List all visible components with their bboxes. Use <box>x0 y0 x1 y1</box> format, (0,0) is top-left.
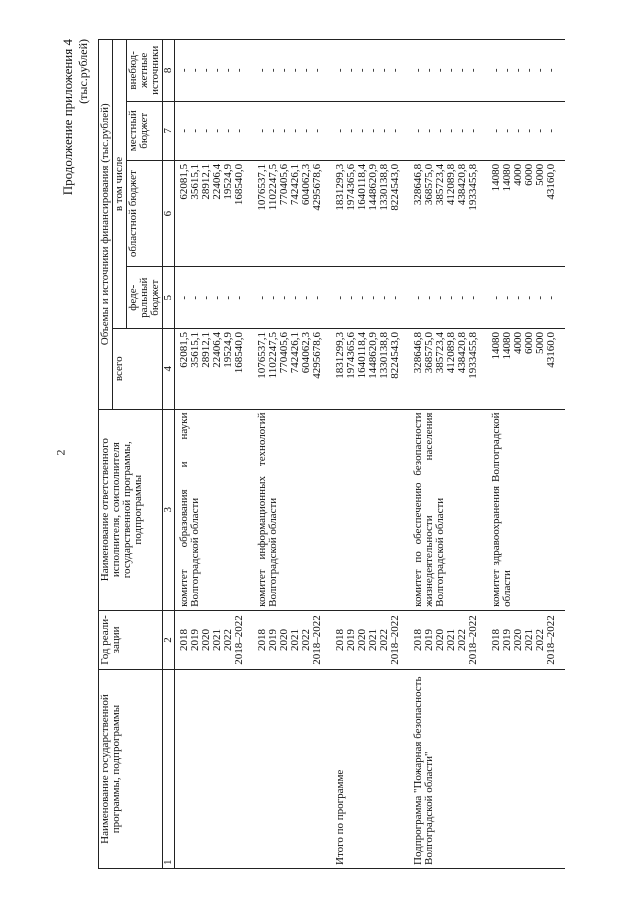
total-value: 4295678,6 <box>311 332 323 379</box>
local-value-group <box>175 101 254 160</box>
year-cell-group <box>175 610 254 669</box>
extrabudget-value: - <box>456 68 468 73</box>
federal-value: - <box>334 295 346 300</box>
extrabudget-value: - <box>534 68 546 73</box>
regional-value: 385723,4 <box>434 163 446 206</box>
year-cell: 2021 <box>289 628 301 651</box>
federal-value: - <box>434 295 446 300</box>
federal-value: - <box>456 295 468 300</box>
year-cell: 2019 <box>423 628 435 651</box>
federal-value: - <box>211 295 223 300</box>
local-value: - <box>200 128 212 133</box>
regional-value: 368575,0 <box>423 163 435 206</box>
federal-value: - <box>545 295 557 300</box>
extrabudget-value-group <box>175 40 254 102</box>
regional-value: 22406,4 <box>211 163 223 200</box>
regional-value: 8224543,0 <box>389 163 401 211</box>
year-cell-group <box>331 610 409 669</box>
program-name-cell <box>487 670 565 869</box>
year-cell: 2020 <box>278 628 290 651</box>
extrabudget-value: - <box>378 68 390 73</box>
local-value-group <box>487 101 565 160</box>
year-cell: 2022 <box>378 628 390 651</box>
total-value: 28912,1 <box>200 332 212 368</box>
year-cell: 2018–2022 <box>311 615 323 665</box>
executor-cell: комитет по обеспечению безопасности жизнедеятельности населения Волгоградской области <box>409 409 487 610</box>
federal-value-group <box>409 267 487 329</box>
col-num-7: 7 <box>163 101 175 160</box>
total-value-group <box>331 329 409 410</box>
federal-value: - <box>356 295 368 300</box>
total-value: 1102247,5 <box>267 332 279 379</box>
federal-value-group <box>331 267 409 329</box>
year-cell: 2018–2022 <box>233 615 245 665</box>
year-cell: 2019 <box>189 628 201 651</box>
local-value: - <box>222 128 234 133</box>
regional-value: 62081,5 <box>178 163 190 200</box>
total-value: 1831299,3 <box>334 332 346 379</box>
local-value: - <box>233 128 245 133</box>
total-value: 1974365,6 <box>345 332 357 379</box>
financing-table <box>98 39 565 869</box>
table-row <box>175 40 254 869</box>
extrabudget-value: - <box>267 68 279 73</box>
year-cell: 2019 <box>267 628 279 651</box>
year-cell: 2018 <box>256 628 268 651</box>
extrabudget-value: - <box>523 68 535 73</box>
total-value: 35615,1 <box>189 332 201 368</box>
col-num-3: 3 <box>163 409 175 610</box>
federal-value: - <box>256 295 268 300</box>
local-value: - <box>289 128 301 133</box>
local-value: - <box>534 128 546 133</box>
rotated-page-content <box>60 39 590 869</box>
federal-value: - <box>233 295 245 300</box>
page-number: 2 <box>53 449 68 456</box>
program-name-cell: Подпрограмма "Пожарная безопасность Волгоградской области" <box>409 670 487 869</box>
regional-value: 14080 <box>501 163 513 192</box>
col-num-5: 5 <box>163 267 175 329</box>
federal-value: - <box>534 295 546 300</box>
federal-value: - <box>412 295 424 300</box>
year-cell: 2022 <box>222 628 234 651</box>
regional-value: 4000 <box>512 163 524 186</box>
year-cell: 2019 <box>501 628 513 651</box>
total-value: 604062,3 <box>300 332 312 374</box>
year-cell: 2021 <box>523 628 535 651</box>
total-value: 62081,5 <box>178 332 190 368</box>
total-value: 19524,9 <box>222 332 234 368</box>
federal-value: - <box>178 295 190 300</box>
regional-value: 328646,8 <box>412 163 424 206</box>
table-row <box>487 40 565 869</box>
federal-value: - <box>423 295 435 300</box>
year-cell: 2018 <box>178 628 190 651</box>
total-value: 1933455,8 <box>467 332 479 379</box>
year-cell: 2018–2022 <box>545 615 557 665</box>
table-body <box>175 40 566 869</box>
regional-value: 28912,1 <box>200 163 212 200</box>
regional-value: 168540,0 <box>233 163 245 206</box>
local-value: - <box>311 128 323 133</box>
total-value: 368575,0 <box>423 332 435 374</box>
extrabudget-value: - <box>545 68 557 73</box>
local-value: - <box>345 128 357 133</box>
extrabudget-value-group <box>487 40 565 102</box>
local-value-group <box>409 101 487 160</box>
executor-cell <box>331 409 409 610</box>
regional-value: 35615,1 <box>189 163 201 200</box>
extrabudget-value: - <box>356 68 368 73</box>
table-row <box>409 40 487 869</box>
local-value: - <box>434 128 446 133</box>
total-value: 22406,4 <box>211 332 223 368</box>
local-value: - <box>267 128 279 133</box>
federal-value-group <box>487 267 565 329</box>
total-value: 4000 <box>512 332 524 355</box>
regional-value: 1933455,8 <box>467 163 479 211</box>
extrabudget-value: - <box>445 68 457 73</box>
federal-value: - <box>389 295 401 300</box>
total-value: 412089,8 <box>445 332 457 374</box>
local-value: - <box>300 128 312 133</box>
year-cell: 2018–2022 <box>389 615 401 665</box>
year-cell: 2020 <box>512 628 524 651</box>
extrabudget-value: - <box>233 68 245 73</box>
local-value: - <box>211 128 223 133</box>
col-num-2: 2 <box>163 610 175 669</box>
year-cell: 2020 <box>200 628 212 651</box>
year-cell: 2018 <box>412 628 424 651</box>
extrabudget-value-group <box>409 40 487 102</box>
extrabudget-value: - <box>423 68 435 73</box>
regional-value-group <box>175 160 254 267</box>
regional-value: 1076537,1 <box>256 163 268 211</box>
header-funding: Объемы и источники финансирования (тыс.рублей) <box>99 40 113 410</box>
year-cell: 2019 <box>345 628 357 651</box>
regional-value: 43160,0 <box>545 163 557 200</box>
extrabudget-value: - <box>222 68 234 73</box>
year-cell-group <box>409 610 487 669</box>
header-local: местный бюджет <box>127 101 163 160</box>
units-label: (тыс.рублей) <box>76 39 90 104</box>
federal-value: - <box>523 295 535 300</box>
regional-value-group <box>331 160 409 267</box>
federal-value: - <box>467 295 479 300</box>
header-federal: феде-ральный бюджет <box>127 267 163 329</box>
federal-value: - <box>300 295 312 300</box>
regional-value-group <box>253 160 331 267</box>
extrabudget-value: - <box>512 68 524 73</box>
extrabudget-value: - <box>289 68 301 73</box>
header-program-name: Наименование государственной программы, подпрограммы <box>99 670 163 869</box>
extrabudget-value: - <box>334 68 346 73</box>
year-cell: 2018 <box>334 628 346 651</box>
total-value: 385723,4 <box>434 332 446 374</box>
regional-value: 770405,6 <box>278 163 290 206</box>
extrabudget-value: - <box>211 68 223 73</box>
local-value: - <box>545 128 557 133</box>
total-value: 5000 <box>534 332 546 355</box>
extrabudget-value: - <box>501 68 513 73</box>
regional-value: 1640118,4 <box>356 163 368 211</box>
federal-value: - <box>445 295 457 300</box>
program-name-cell <box>175 670 254 869</box>
year-cell: 2022 <box>534 628 546 651</box>
local-value: - <box>278 128 290 133</box>
regional-value: 438420,8 <box>456 163 468 206</box>
extrabudget-value: - <box>200 68 212 73</box>
header-extrabudget: внебюд-жетные источники <box>127 40 163 102</box>
extrabudget-value: - <box>412 68 424 73</box>
year-cell: 2022 <box>300 628 312 651</box>
extrabudget-value: - <box>490 68 502 73</box>
total-value: 43160,0 <box>545 332 557 368</box>
local-value-group <box>253 101 331 160</box>
col-num-4: 4 <box>163 329 175 410</box>
year-cell: 2021 <box>211 628 223 651</box>
local-value: - <box>512 128 524 133</box>
total-value: 1330138,8 <box>378 332 390 379</box>
total-value: 742426,1 <box>289 332 301 374</box>
total-value: 14080 <box>501 332 513 360</box>
extrabudget-value: - <box>367 68 379 73</box>
federal-value: - <box>512 295 524 300</box>
executor-cell: комитет здравоохранения Волгоградской области <box>487 409 565 610</box>
total-value: 6000 <box>523 332 535 355</box>
federal-value: - <box>378 295 390 300</box>
year-cell: 2018 <box>490 628 502 651</box>
year-cell-group <box>487 610 565 669</box>
federal-value: - <box>289 295 301 300</box>
total-value-group <box>409 329 487 410</box>
total-value: 328646,8 <box>412 332 424 374</box>
local-value: - <box>490 128 502 133</box>
header-year: Год реали-зации <box>99 610 163 669</box>
header-executor: Наименование ответственного исполнителя, соисполнителя государственной программы, подпрограммы <box>99 409 163 610</box>
year-cell: 2018–2022 <box>467 615 479 665</box>
header-including: в том числе <box>113 40 127 329</box>
total-value-group <box>253 329 331 410</box>
header-regional: областной бюджет <box>127 160 163 267</box>
year-cell: 2020 <box>434 628 446 651</box>
local-value: - <box>378 128 390 133</box>
extrabudget-value-group <box>331 40 409 102</box>
regional-value: 1974365,6 <box>345 163 357 211</box>
federal-value: - <box>278 295 290 300</box>
extrabudget-value: - <box>178 68 190 73</box>
federal-value: - <box>490 295 502 300</box>
federal-value: - <box>267 295 279 300</box>
federal-value: - <box>222 295 234 300</box>
total-value: 1448620,9 <box>367 332 379 379</box>
extrabudget-value: - <box>467 68 479 73</box>
regional-value: 604062,3 <box>300 163 312 206</box>
total-value: 8224543,0 <box>389 332 401 379</box>
col-num-8: 8 <box>163 40 175 102</box>
regional-value: 6000 <box>523 163 535 186</box>
federal-value: - <box>345 295 357 300</box>
program-name-cell: Итого по программе <box>331 670 409 869</box>
executor-cell: комитет информационных технологий Волгоградской области <box>253 409 331 610</box>
total-value: 438420,8 <box>456 332 468 374</box>
regional-value: 4295678,6 <box>311 163 323 211</box>
regional-value: 1831299,3 <box>334 163 346 211</box>
local-value: - <box>445 128 457 133</box>
local-value: - <box>256 128 268 133</box>
regional-value: 742426,1 <box>289 163 301 206</box>
local-value-group <box>331 101 409 160</box>
col-num-1: 1 <box>163 670 175 869</box>
local-value: - <box>334 128 346 133</box>
year-cell: 2022 <box>456 628 468 651</box>
local-value: - <box>367 128 379 133</box>
federal-value-group <box>175 267 254 329</box>
header-total: всего <box>113 329 163 410</box>
federal-value: - <box>189 295 201 300</box>
regional-value-group <box>487 160 565 267</box>
total-value-group <box>175 329 254 410</box>
regional-value: 14080 <box>490 163 502 192</box>
extrabudget-value: - <box>278 68 290 73</box>
total-value: 168540,0 <box>233 332 245 374</box>
year-cell: 2021 <box>445 628 457 651</box>
extrabudget-value: - <box>189 68 201 73</box>
extrabudget-value: - <box>300 68 312 73</box>
year-cell-group <box>253 610 331 669</box>
local-value: - <box>389 128 401 133</box>
federal-value: - <box>367 295 379 300</box>
local-value: - <box>523 128 535 133</box>
appendix-title: Продолжение приложения 4 <box>60 39 75 196</box>
table-row <box>331 40 409 869</box>
total-value-group <box>487 329 565 410</box>
regional-value: 1102247,5 <box>267 163 279 211</box>
year-cell: 2020 <box>356 628 368 651</box>
total-value: 1076537,1 <box>256 332 268 379</box>
local-value: - <box>423 128 435 133</box>
regional-value: 5000 <box>534 163 546 186</box>
extrabudget-value-group <box>253 40 331 102</box>
regional-value: 1448620,9 <box>367 163 379 211</box>
local-value: - <box>412 128 424 133</box>
extrabudget-value: - <box>389 68 401 73</box>
extrabudget-value: - <box>311 68 323 73</box>
local-value: - <box>456 128 468 133</box>
total-value: 1640118,4 <box>356 332 368 379</box>
total-value: 14080 <box>490 332 502 360</box>
local-value: - <box>189 128 201 133</box>
federal-value-group <box>253 267 331 329</box>
col-num-6: 6 <box>163 160 175 267</box>
local-value: - <box>356 128 368 133</box>
total-value: 770405,6 <box>278 332 290 374</box>
regional-value: 19524,9 <box>222 163 234 200</box>
local-value: - <box>501 128 513 133</box>
year-cell: 2021 <box>367 628 379 651</box>
regional-value-group <box>409 160 487 267</box>
local-value: - <box>467 128 479 133</box>
regional-value: 1330138,8 <box>378 163 390 211</box>
executor-cell: комитет образования и науки Волгоградской области <box>175 409 254 610</box>
local-value: - <box>178 128 190 133</box>
program-name-cell <box>253 670 331 869</box>
regional-value: 412089,8 <box>445 163 457 206</box>
federal-value: - <box>311 295 323 300</box>
extrabudget-value: - <box>434 68 446 73</box>
extrabudget-value: - <box>345 68 357 73</box>
table-row <box>253 40 331 869</box>
extrabudget-value: - <box>256 68 268 73</box>
federal-value: - <box>200 295 212 300</box>
federal-value: - <box>501 295 513 300</box>
